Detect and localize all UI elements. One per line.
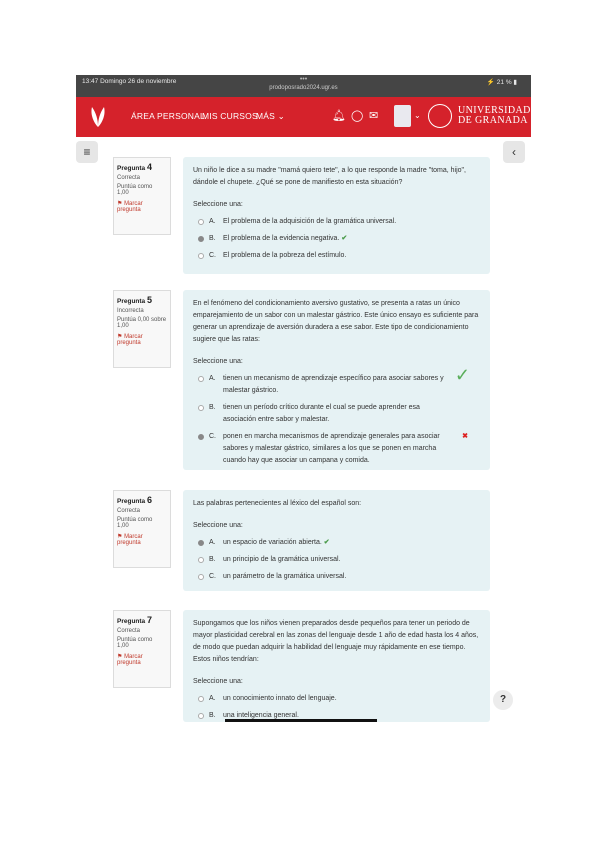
tab-dots[interactable]: ••• [299,76,308,83]
radio-button[interactable] [198,696,204,702]
notifications-bell-icon[interactable]: 🔔︎ [332,110,346,122]
device-status-bar [76,75,531,97]
question-label: Pregunta [117,298,146,305]
question-status: Incorrecta [117,308,144,314]
question-card-5 [183,290,490,470]
option-text: un espacio de variación abierta. [223,539,322,546]
answer-option[interactable] [193,216,480,228]
option-text: El problema de la evidencia negativa. [223,235,340,242]
question-card-7 [183,610,490,722]
option-letter: B. [209,235,216,242]
battery-status: ⚡ 21 % ▮ [486,79,517,86]
answer-option[interactable] [193,693,480,705]
answer-option[interactable] [193,571,480,583]
radio-button-selected[interactable] [198,434,204,440]
site-logo-icon[interactable] [88,105,108,129]
nav-area-personal[interactable]: ÁREA PERSONAL [131,111,205,121]
time-date: 13:47 Domingo 26 de noviembre [82,78,177,85]
answer-option[interactable] [193,402,480,426]
collapse-drawer-chevron-left-icon[interactable]: ‹ [503,141,525,163]
top-navbar [76,97,531,137]
option-letter: B. [209,712,216,719]
radio-button[interactable] [198,557,204,563]
radio-button-selected[interactable] [198,540,204,546]
correct-answer-check-icon: ✓ [454,365,470,385]
score-label: Puntúa 0,00 sobre [117,317,167,323]
flag-question-link[interactable] [117,200,167,213]
question-status: Correcta [117,628,141,634]
score-label: Puntúa como [117,184,153,190]
score-value: 1,00 [117,643,129,649]
question-card-6 [183,490,490,591]
question-label: Pregunta [117,618,146,625]
radio-button[interactable] [198,253,204,259]
option-text: El problema de la pobreza del estímulo. [223,252,347,259]
question-card-4 [183,157,490,274]
radio-button-selected[interactable] [198,236,204,242]
user-menu-chevron-icon[interactable]: ⌄ [414,111,421,120]
question-text: Supongamos que los niños vienen preparados desde pequeños para tener un periodo de mayor plasticidad cerebral en las zonas del lenguaje desde 1 año de edad hasta los 4 años, de modo que puedan adquirir la habilidad del lenguaje muy rápidamente en ese tiempo. Estos niños tendrían: [193,620,479,663]
select-prompt: Seleccione una: [193,201,243,208]
select-prompt: Seleccione una: [193,522,243,529]
option-letter: B. [209,404,216,411]
nav-mis-cursos[interactable]: MIS CURSOS [202,111,258,121]
question-text: Las palabras pertenecientes al léxico del español son: [193,500,362,507]
radio-button[interactable] [198,574,204,580]
option-letter: A. [209,218,216,225]
url-bar[interactable]: prodoposrado2024.ugr.es [269,85,338,91]
question-info-6 [113,490,171,568]
option-letter: C. [209,252,216,259]
flag-label: Marcar pregunta [117,654,143,666]
incorrect-cross-icon: ✖ [462,433,468,440]
chat-bubble-icon[interactable]: ◯ [351,110,364,122]
option-letter: A. [209,375,216,382]
question-label: Pregunta [117,498,146,505]
university-name[interactable] [458,106,531,126]
radio-button[interactable] [198,376,204,382]
score-value: 1,00 [117,523,129,529]
radio-button[interactable] [198,219,204,225]
flag-question-link[interactable] [117,333,167,346]
question-text: En el fenómeno del condicionamiento aversivo gustativo, se presenta a ratas un único emparejamiento de un sabor con un malestar gástrico. Este único ensayo es suficiente para generar un aprendizaje de aversión duradera a ese sabor. Este tipo de condicionamiento sugiere que las ratas: [193,300,479,343]
question-number: 4 [146,162,152,172]
option-text: un conocimiento innato del lenguaje. [223,695,337,702]
university-line2: DE GRANADA [458,115,528,126]
nav-mas[interactable]: MÁS ⌄ [256,111,285,121]
score-value: 1,00 [117,323,129,329]
option-text: El problema de la adquisición de la gramática universal. [223,218,397,225]
option-text: una inteligencia general. [223,712,299,719]
flag-question-link[interactable] [117,533,167,546]
option-letter: A. [209,695,216,702]
radio-button[interactable] [198,713,204,719]
question-number: 6 [146,495,152,505]
answer-option[interactable] [193,250,480,262]
answer-option[interactable] [193,233,480,245]
user-avatar[interactable] [394,105,411,127]
flag-label: Marcar pregunta [117,534,143,546]
option-text: un parámetro de la gramática universal. [223,573,347,580]
flag-icon: ⚑ [117,654,123,660]
question-status: Correcta [117,508,141,514]
score-label: Puntúa como [117,637,153,643]
flag-label: Marcar pregunta [117,334,143,346]
question-status: Correcta [117,175,141,181]
flag-icon: ⚑ [117,334,123,340]
correct-check-icon: ✔ [323,539,330,546]
question-number: 7 [146,615,152,625]
university-line1: UNIVERSIDAD [458,105,531,116]
radio-button[interactable] [198,405,204,411]
flag-icon: ⚑ [117,534,123,540]
question-info-7 [113,610,171,688]
option-letter: B. [209,556,216,563]
option-letter: C. [209,433,216,440]
nav-mas-label: MÁS [256,111,276,121]
answer-option[interactable] [193,431,480,467]
flag-question-link[interactable] [117,653,167,666]
option-letter: C. [209,573,216,580]
option-letter: A. [209,539,216,546]
option-text: tienen un período crítico durante el cual se puede aprender esa asociación entre sabor y malestar. [223,404,420,423]
option-text: un principio de la gramática universal. [223,556,341,563]
answer-option[interactable] [193,537,480,549]
select-prompt: Seleccione una: [193,358,243,365]
score-value: 1,00 [117,190,129,196]
score-label: Puntúa como [117,517,153,523]
university-seal-icon [428,104,452,128]
hamburger-menu-icon[interactable]: ≡ [76,141,98,163]
scroll-indicator[interactable] [225,719,377,722]
answer-option[interactable] [193,554,480,566]
answer-option[interactable] [193,365,480,397]
question-text: Un niño le dice a su madre "mamá quiero tete", a lo que responde la madre "toma, hijo", dándole el chupete. ¿Qué se pone de manifiesto en esta situación? [193,167,466,186]
help-button[interactable]: ? [493,690,513,710]
question-label: Pregunta [117,165,146,172]
select-prompt: Seleccione una: [193,678,243,685]
question-info-5 [113,290,171,368]
question-number: 5 [146,295,152,305]
option-text: ponen en marcha mecanismos de aprendizaje generales para asociar sabores y malestar gástrico, similares a los que se ponen en marcha cuando hay que asociar un campana y comida. [223,433,440,464]
flag-label: Marcar pregunta [117,201,143,213]
messages-envelope-icon[interactable]: ✉ [369,110,379,122]
question-info-4 [113,157,171,235]
correct-check-icon: ✔ [341,235,348,242]
option-text: tienen un mecanismo de aprendizaje específico para asociar sabores y malestar gástrico. [223,375,444,394]
flag-icon: ⚑ [117,201,123,207]
